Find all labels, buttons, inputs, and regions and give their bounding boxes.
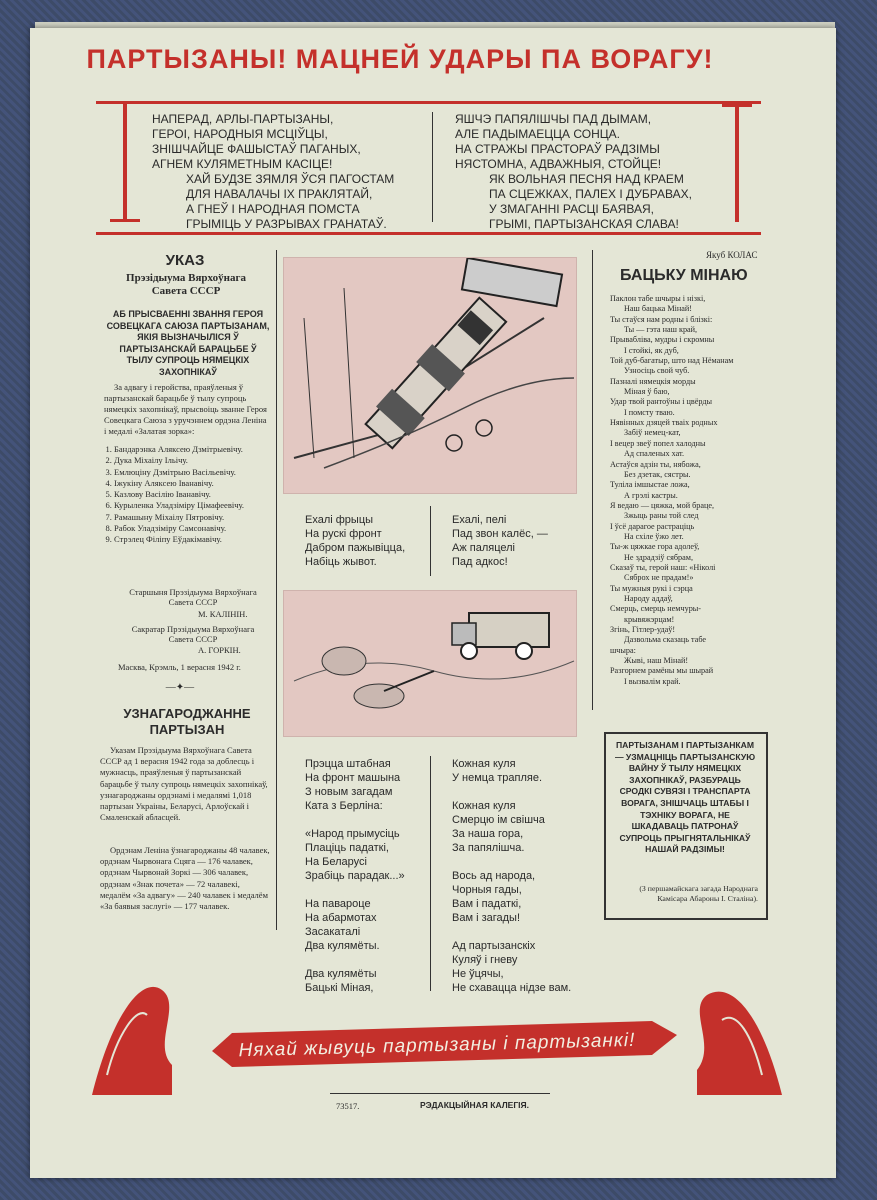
verse-line: ЯШЧЭ ПАПЯЛІШЧЫ ПАД ДЫМАМ, (455, 112, 652, 126)
poem-line (305, 883, 405, 897)
kolas-poem-line: Згінь, Гітлер-удаў! (610, 625, 676, 634)
kolas-poem-line: На схіле ўжо лет. (624, 531, 684, 541)
verse-line: ПА СЦЕЖКАХ, ПАЛЕХ І ДУБРАВАХ, (489, 187, 692, 201)
train-wreck-illustration (283, 257, 577, 494)
kolas-poem-line: Тулiла імшыстае ложа, (610, 480, 690, 490)
red-rule-bottom (96, 232, 761, 235)
ukaz-list-item: 6. Курыленка Уладзіміру Цімафеевічу. (114, 500, 270, 511)
kolas-poem-line: Астаўся адзін ты, нябожа, (610, 459, 701, 469)
poem-line: Два кулямёты. (305, 940, 380, 952)
kolas-poem-line: шчыра: (610, 645, 636, 655)
verse-line: НАПЕРАД, АРЛЫ-ПАРТЫЗАНЫ, (152, 112, 334, 126)
car-ambush-drawing (284, 591, 576, 736)
red-rule-left-foot (110, 219, 140, 222)
kolas-poem-line: Ты — гэта наш край, (624, 325, 698, 335)
poem-line: Ехалі фрыцы (305, 514, 374, 526)
poem-car-left (305, 757, 405, 995)
poem-line: Смерцю ім свішча (452, 814, 545, 826)
verse-line: А ГНЕЎ І НАРОДНАЯ ПОМСТА (186, 202, 360, 216)
poem-line: Плаціць падаткі, (305, 842, 389, 854)
poem-line: Бацькі Міная, (305, 982, 374, 994)
red-rule-left (123, 104, 127, 222)
verse-line: ХАЙ БУДЗЕ ЗЯМЛЯ ЎСЯ ПАГОСТАМ (186, 172, 395, 186)
poem-line: Ката з Берліна: (305, 800, 383, 812)
poem-line: На рускі фронт (305, 528, 382, 540)
mid-poem-divider-2 (430, 756, 431, 991)
verse-line: АГНЕМ КУЛЯМЕТНЫМ КАСІЦЕ! (152, 157, 333, 171)
kolas-poem-line: Народу аддаў, (624, 593, 673, 603)
ukaz-list-item: 5. Казлову Васілію Іванавічу. (114, 489, 270, 500)
kolas-poem-line: Наш бацька Мінай! (624, 304, 693, 314)
poem-line: З новым загадам (305, 786, 393, 798)
kolas-poem-line: Паклон табе шчыры і нізкі, (610, 294, 706, 303)
poem-line (305, 813, 405, 827)
kolas-poem-line: Смерць, смерць немчуры- (610, 604, 702, 614)
red-rule-right-head (722, 104, 752, 107)
poem-line: Кожная куля (452, 758, 516, 770)
kolas-poem-line: І вецер звеў попел халодны (610, 438, 706, 448)
kolas-poem-line: Ты стаўся нам родны і блізкі: (610, 314, 713, 324)
poem-line: Дабром пажывіцца, (305, 542, 406, 554)
ukaz-list (98, 444, 270, 546)
poem-line: Пад адкос! (452, 556, 508, 568)
award-paragraph-1: Указам Прэзідыума Вярхоўнага Савета СССР ад 1 верасня 1942 года за доблесць і мужнасць, праяўленыя ў партызанскай барацьбе ў тылу супроць нямецкіх захопнікаў, узнагароджаны ордэнамі і медалямі 1,018 партызан Украіны, Беларусі, Арлоўскай і Смаленскай абласцей. (100, 745, 268, 823)
poem-line: Вось ад народа, (452, 870, 536, 882)
verse-line: ЯК ВОЛЬНАЯ ПЕСНЯ НАД КРАЕМ (489, 172, 684, 186)
ukaz-list-item: 9. Стрэлец Філіпу Еўдакімавічу. (114, 534, 270, 545)
verse-line: НА СТРАЖЫ ПРАСТОРАЎ РАДЗІМЫ (455, 142, 660, 156)
verse-line: У ЗМАГАННІ РАСЦІ БАЯВАЯ, (489, 202, 654, 216)
ukaz-sig2-title: Сакратар Прэзідыума Вярхоўнага Савета СССР (131, 624, 255, 644)
kolas-title: БАЦЬКУ МІНАЮ (620, 267, 748, 284)
award-title: УЗНАГАРОДЖАННЕ ПАРТЫЗАН (123, 706, 251, 737)
poem-line: Вам і загады! (452, 912, 521, 924)
mid-poem-divider-1 (430, 506, 431, 576)
footer-rule (330, 1093, 550, 1094)
verse-line: НЯСТОМНА, АДВАЖНЫЯ, СТОЙЦЕ! (455, 157, 662, 171)
poem-line: На фронт машына (305, 772, 401, 784)
ukaz-sig1-title: Старшыня Прэзідыума Вярхоўнага Савета СССР (129, 587, 257, 607)
verse-line: АЛЕ ПАДЫМАЕЦЦА СОНЦА. (455, 127, 620, 141)
poem-line: За наша гора, (452, 828, 524, 840)
headline: ПАРТЫЗАНЫ! МАЦНЕЙ УДАРЫ ПА ВОРАГУ! (86, 44, 714, 74)
verse-line: ЗНІШЧАЙЦЕ ФАШЫСТАЎ ПАГАНЫХ, (152, 142, 361, 156)
poem-line: На абармотах (305, 912, 377, 924)
ukaz-title: УКАЗ (165, 252, 205, 269)
kolas-poem-line: Жыві, наш Мінай! (624, 656, 689, 666)
ukaz-sig2-name: А. ГОРКІН. (198, 645, 241, 655)
kolas-poem-line: І вызвалім край. (624, 676, 681, 686)
banner-slogan: Няхай жывуць партызаны і партызанкі! (238, 1029, 636, 1062)
verse-line: ДЛЯ НАВАЛАЧЫ ІХ ПРАКЛЯТАЙ, (186, 187, 373, 201)
poem-line: Два кулямёты (305, 968, 377, 980)
kolas-poem-line: А грэлі кастры. (624, 490, 678, 500)
red-rule-right (735, 104, 739, 222)
poem-line: Куляў і гневу (452, 954, 518, 966)
ukaz-list-item: 2. Дука Міхаілу Ільічу. (114, 455, 270, 466)
car-ambush-illustration (283, 590, 577, 737)
kolas-poem-line: Удар твой рантоўны і цвёрды (610, 397, 713, 407)
poem-line: Прэцца штабная (305, 758, 391, 770)
kolas-poem-line: І помсту тваю. (624, 407, 675, 417)
kolas-poem-line: Разгорнем рамёны мы шырай (610, 666, 714, 676)
poem-line: На павароце (305, 898, 371, 910)
poem-line: Кожная куля (452, 800, 516, 812)
kolas-poem-line: Не здрадзіў сябрам, (624, 552, 694, 562)
poem-trains-left (305, 513, 405, 569)
kolas-author: Якуб КОЛАС (706, 250, 758, 260)
poem-trains-right (452, 513, 548, 569)
poem-line (452, 855, 571, 869)
poem-line: Аж паляцелі (452, 542, 515, 554)
ukaz-list-item: 7. Рамашыну Міхаілу Пятровічу. (114, 512, 270, 523)
poem-line (305, 953, 405, 967)
kolas-poem-line: Зжыць раны той след (624, 511, 699, 521)
poem-line: Пад звон калёс, — (452, 528, 548, 540)
poem-line: На Беларусі (305, 856, 367, 868)
kolas-poem-line: Ты-ж цяжкае гора адолеў, (610, 542, 700, 552)
ukaz-date: Масква, Крэмль, 1 верасня 1942 г. (118, 662, 241, 672)
footer-number: 73517. (336, 1101, 360, 1111)
top-verse-divider (432, 112, 433, 222)
kolas-poem-line: Нявінных дзяцей тваіх родных (610, 418, 718, 428)
ukaz-list-item: 4. Іжукіну Аляксею Іванавічу. (114, 478, 270, 489)
kolas-poem-line: Забіў немец-кат, (624, 428, 681, 438)
footer-editor: РЭДАКЦЫЙНАЯ КАЛЕГІЯ. (420, 1100, 529, 1110)
kolas-poem-line: Узносіць свой чуб. (624, 366, 690, 376)
poem-line: Засакаталі (305, 926, 361, 938)
kolas-poem-line: І ўсё дарагое растраціць (610, 521, 695, 531)
top-verse-right (455, 112, 692, 232)
poem-line: Ад партызанскіх (452, 940, 536, 952)
poem-line: Зрабіць парадак...» (305, 870, 405, 882)
poem-line (452, 785, 571, 799)
poem-line: Набіць жывот. (305, 556, 377, 568)
column-divider-2 (592, 250, 593, 710)
train-wreck-drawing (284, 258, 576, 493)
kolas-poem-line: Сяброх не прадам!» (624, 573, 694, 583)
ukaz-heading: АБ ПРЫСВАЕННІ ЗВАННЯ ГЕРОЯ СОВЕЦКАГА САЮЗА ПАРТЫЗАНАМ, ЯКІЯ ВЫЗНАЧЫЛІСЯ Ў ПАРТЫЗАНСКАЙ БАРАЦЬБЕ Ў ТЫЛУ СУПРОЦЬ НЯМЕЦКІХ ЗАХОПНІКАЎ (106, 309, 270, 377)
kolas-poem-line: І стойкі, як дуб, (624, 345, 679, 355)
stalin-order-source: (З першамайскага загада Народнага Камісара Абароны І. Сталіна). (639, 884, 758, 903)
ukaz-list-item: 8. Рабок Уладзіміру Самсонавічу. (114, 523, 270, 534)
kolas-poem-line: Сказаў ты, герой наш: «Ніколі (610, 562, 716, 572)
kolas-poem-line: Міная ў баю, (624, 387, 670, 397)
red-rule-top (96, 101, 761, 104)
ukaz-list-item: 3. Емлюціну Дзмітрыю Васільевічу. (114, 467, 270, 478)
kolas-poem (610, 294, 760, 687)
kolas-poem-line: Дазвольма сказаць табе (624, 635, 707, 645)
ukaz-subtitle: Прэзідыума Вярхоўнага Савета СССР (126, 272, 246, 297)
poem-car-right (452, 757, 571, 995)
poem-line: У немца трапляе. (452, 772, 543, 784)
poem-line: За папялішча. (452, 842, 525, 854)
kolas-poem-line: Той дуб-багатыр, што над Нёманам (610, 356, 734, 366)
verse-line: ГРЫМІ, ПАРТЫЗАНСКАЯ СЛАВА! (489, 217, 679, 231)
poem-line: Ехалі, пелі (452, 514, 507, 526)
poem-line: Не ўцячы, (452, 968, 504, 980)
kolas-poem-line: Прывабліва, мудры і скромны (610, 335, 715, 345)
kolas-poem-line: Без дзетак, сястры. (624, 469, 691, 479)
poem-line (452, 925, 571, 939)
poem-line: Чорныя гады, (452, 884, 522, 896)
ukaz-intro: За адвагу і геройства, праяўленыя ў партызанскай барацьбе ў тылу супроць нямецкіх захопнікаў, прысвоіць званне Героя Совецкага Саюза з уручэннем ордэна Леніна і медалі «Залатая зорка»: (104, 382, 267, 436)
poem-line: Вам і падаткі, (452, 898, 522, 910)
poem-line: «Народ прымусіць (305, 828, 400, 840)
poem-line: Не схавацца нідзе вам. (452, 982, 572, 994)
verse-line: ГЕРОІ, НАРОДНЫЯ МСЦІЎЦЫ, (152, 127, 328, 141)
verse-line: ГРЫМІЦЬ У РАЗРЫВАХ ГРАНАТАЎ. (186, 217, 387, 231)
kolas-poem-line: крывяжэрцам! (624, 614, 675, 624)
ukaz-sig1-name: М. КАЛІНІН. (198, 609, 248, 619)
kolas-poem-line: Ты мужныя рукі і сэрца (610, 583, 693, 593)
kolas-poem-line: Я ведаю — цяжка, мой браце, (610, 500, 715, 510)
column-divider-1 (276, 250, 277, 930)
award-paragraph-2: Ордэнам Леніна ўзнагароджаны 48 чалавек, ордэнам Чырвонага Сцяга — 176 чалавек, ордэнам Чырвонай Зоркі — 306 чалавек, ордэнам «Знак почета» — 72 чалавекі, медалём «За адвагу» — 240 чалавек і медалём «За баявыя заслугі» — 177 чалавек. (100, 845, 270, 912)
top-verse-left (152, 112, 394, 232)
stalin-order-text: ПАРТЫЗАНАМ І ПАРТЫЗАНКАМ — УЗМАЦНІЦЬ ПАРТЫЗАНСКУЮ ВАЙНУ Ў ТЫЛУ НЯМЕЦКІХ ЗАХОПНІКАЎ, РАЗБУРАЦЬ СРОДКІ СУВЯЗІ І ТРАНСПАРТА ВОРАГА, ЗНІШЧАЦЬ ШТАБЫ І ТЭХНІКУ ВОРАГА, НЕ ШКАДАВАЦЬ ПАТРОНАЎ СУПРОЦЬ ПРЫГНЯТАЛЬНІКАЎ НАШАЙ РАДЗІМЫ! (614, 740, 756, 855)
kolas-poem-line: Ад спаленых хат. (624, 449, 685, 459)
ornament-divider: —✦— (165, 682, 195, 693)
kolas-poem-line: Пазналі нямецкія морды (610, 376, 696, 386)
ukaz-list-item: 1. Бандарэнка Аляксею Дзмітрыевічу. (114, 444, 270, 455)
